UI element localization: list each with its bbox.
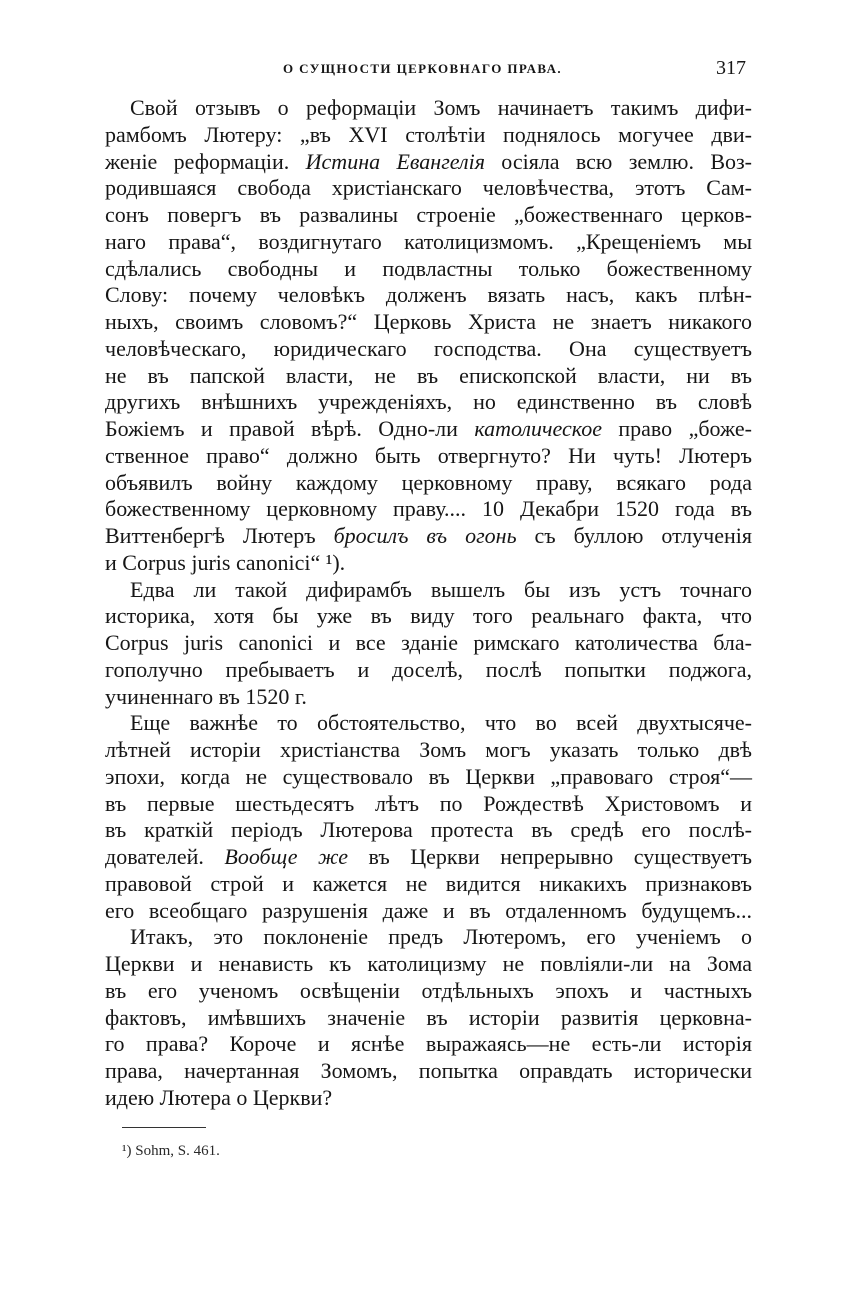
text-line xyxy=(105,978,752,1005)
text-line xyxy=(105,202,752,229)
text-line xyxy=(105,229,752,256)
text-line xyxy=(105,710,752,737)
text-segment: въ Церкви непрерывно существуетъ xyxy=(348,844,752,869)
text-segment: гополучно пребываетъ и доселѣ, послѣ попытки поджога, xyxy=(105,656,752,682)
text-line xyxy=(105,149,752,176)
text-line xyxy=(105,95,752,122)
footnote xyxy=(122,1141,220,1161)
text-segment: Corpus juris canonici и все зданіе римскаго католичества бла- xyxy=(105,630,752,655)
text-segment: эпохи, когда не существовало въ Церкви „правоваго строя“— xyxy=(105,763,752,789)
text-line xyxy=(105,443,752,470)
text-segment: учиненнаго въ 1520 г. xyxy=(105,683,307,709)
running-title: О СУЩНОСТИ ЦЕРКОВНАГО ПРАВА. xyxy=(283,61,563,76)
text-segment: въ его ученомъ освѣщеніи отдѣльныхъ эпохъ и частныхъ xyxy=(105,977,752,1003)
text-segment: объявилъ войну каждому церковному праву, всякаго рода xyxy=(105,469,752,495)
text-line xyxy=(105,951,752,978)
paragraph xyxy=(105,710,752,924)
text-line xyxy=(105,1058,752,1085)
text-segment: человѣческаго, юридическаго господства. Она существуетъ xyxy=(105,335,752,361)
text-line xyxy=(105,336,752,363)
text-segment: идею Лютера о Церкви? xyxy=(105,1084,333,1110)
text-line xyxy=(105,550,752,577)
text-line xyxy=(105,309,752,336)
text-line xyxy=(105,844,752,871)
body-text xyxy=(105,95,752,1112)
text-line xyxy=(105,1085,752,1112)
page-header xyxy=(0,54,851,84)
italic-text: бросилъ въ огонь xyxy=(333,523,517,548)
footnote-text: Sohm, S. 461. xyxy=(135,1143,220,1159)
text-line xyxy=(105,657,752,684)
text-line xyxy=(105,175,752,202)
text-line xyxy=(105,256,752,283)
text-segment: право „боже- xyxy=(601,416,753,441)
text-segment: Едва ли такой дифирамбъ вышелъ бы изъ устъ точнаго xyxy=(130,576,752,602)
text-line xyxy=(105,684,752,711)
text-segment: Виттенбергѣ Лютеръ xyxy=(105,523,334,548)
text-segment: божественному церковному праву.... 10 Декабри 1520 года въ xyxy=(105,496,752,522)
text-segment: съ буллою отлученія xyxy=(516,523,752,548)
text-line xyxy=(105,630,752,657)
text-segment: рамбомъ Лютеру: „въ XVI столѣтіи поднялось могучее дви- xyxy=(105,121,752,147)
text-segment: Еще важнѣе то обстоятельство, что во всей двухтысяче- xyxy=(130,710,752,736)
text-line xyxy=(105,122,752,149)
text-segment: сдѣлались свободны и подвластны только божественному xyxy=(105,255,752,281)
footnote-separator xyxy=(122,1127,206,1128)
text-segment: Божіемъ и правой вѣрѣ. Одно-ли xyxy=(105,416,475,441)
text-segment: ныхъ, своимъ словомъ?“ Церковь Христа не знаетъ никакого xyxy=(105,309,752,334)
text-segment: Слову: почему человѣкъ долженъ вязать насъ, какъ плѣн- xyxy=(105,282,752,308)
text-line xyxy=(105,282,752,309)
text-segment: сонъ повергъ въ развалины строеніе „божественнаго церков- xyxy=(105,202,752,227)
text-segment: ственное право“ должно быть отвергнуто? Ни чуть! Лютеръ xyxy=(105,442,752,468)
text-segment: его всеобщаго разрушенія даже и въ отдаленномъ будущемъ... xyxy=(105,897,752,923)
text-segment: родившаяся свобода христіанскаго человѣчества, этотъ Сам- xyxy=(105,175,752,201)
text-segment: не въ папской власти, не въ епископской власти, ни въ xyxy=(105,362,752,388)
text-line xyxy=(105,817,752,844)
text-line xyxy=(105,416,752,443)
italic-text: Вообще же xyxy=(224,844,348,869)
text-segment: го права? Короче и яснѣе выражаясь—не есть-ли исторія xyxy=(105,1031,752,1057)
text-line xyxy=(105,871,752,898)
text-line xyxy=(105,791,752,818)
text-segment: фактовъ, имѣвшихъ значеніе въ исторіи развитія церковна- xyxy=(105,1004,752,1030)
text-line xyxy=(105,764,752,791)
text-segment: осіяла всю землю. Воз- xyxy=(484,148,753,174)
text-line xyxy=(105,1005,752,1032)
paragraph xyxy=(105,924,752,1111)
italic-text: Истина Евангелія xyxy=(305,148,485,174)
page-number: 317 xyxy=(716,57,746,79)
text-segment: въ первые шестьдесятъ лѣтъ по Рождествѣ Христовомъ и xyxy=(105,790,752,816)
text-segment: правовой строй и кажется не видится никакихъ признаковъ xyxy=(105,870,752,896)
text-segment: Церкви и ненависть къ католицизму не повліяли-ли на Зома xyxy=(105,951,752,976)
text-segment: Свой отзывъ о реформаціи Зомъ начинаетъ такимъ дифи- xyxy=(130,95,752,120)
text-segment: Итакъ, это поклоненіе предъ Лютеромъ, его ученіемъ о xyxy=(130,924,752,950)
text-line xyxy=(105,363,752,390)
text-line xyxy=(105,737,752,764)
text-line xyxy=(105,1031,752,1058)
text-segment: дователей. xyxy=(105,844,225,869)
text-segment: лѣтней исторіи христіанства Зомъ могъ указать только двѣ xyxy=(105,737,752,762)
text-line xyxy=(105,389,752,416)
text-line xyxy=(105,603,752,630)
text-segment: права, начертанная Зомомъ, попытка оправдать исторически xyxy=(105,1058,752,1083)
text-segment: и Corpus juris canonici“ ¹). xyxy=(105,549,346,575)
text-line xyxy=(105,898,752,925)
text-segment: наго права“, воздигнутаго католицизмомъ. „Крещеніемъ мы xyxy=(105,228,752,254)
text-line xyxy=(105,523,752,550)
text-segment: въ краткій періодъ Лютерова протеста въ средѣ его послѣ- xyxy=(105,817,752,843)
text-line xyxy=(105,496,752,523)
text-line xyxy=(105,577,752,604)
footnote-marker: ¹) xyxy=(122,1143,132,1159)
text-segment: другихъ внѣшнихъ учрежденіяхъ, но единственно въ словѣ xyxy=(105,389,752,415)
paragraph xyxy=(105,577,752,711)
italic-text: католическое xyxy=(474,416,602,441)
text-segment: историка, хотя бы уже въ виду того реальнаго факта, что xyxy=(105,603,752,629)
text-line xyxy=(105,470,752,497)
text-line xyxy=(105,924,752,951)
text-segment: женіе реформаціи. xyxy=(105,148,306,174)
paragraph xyxy=(105,95,752,577)
